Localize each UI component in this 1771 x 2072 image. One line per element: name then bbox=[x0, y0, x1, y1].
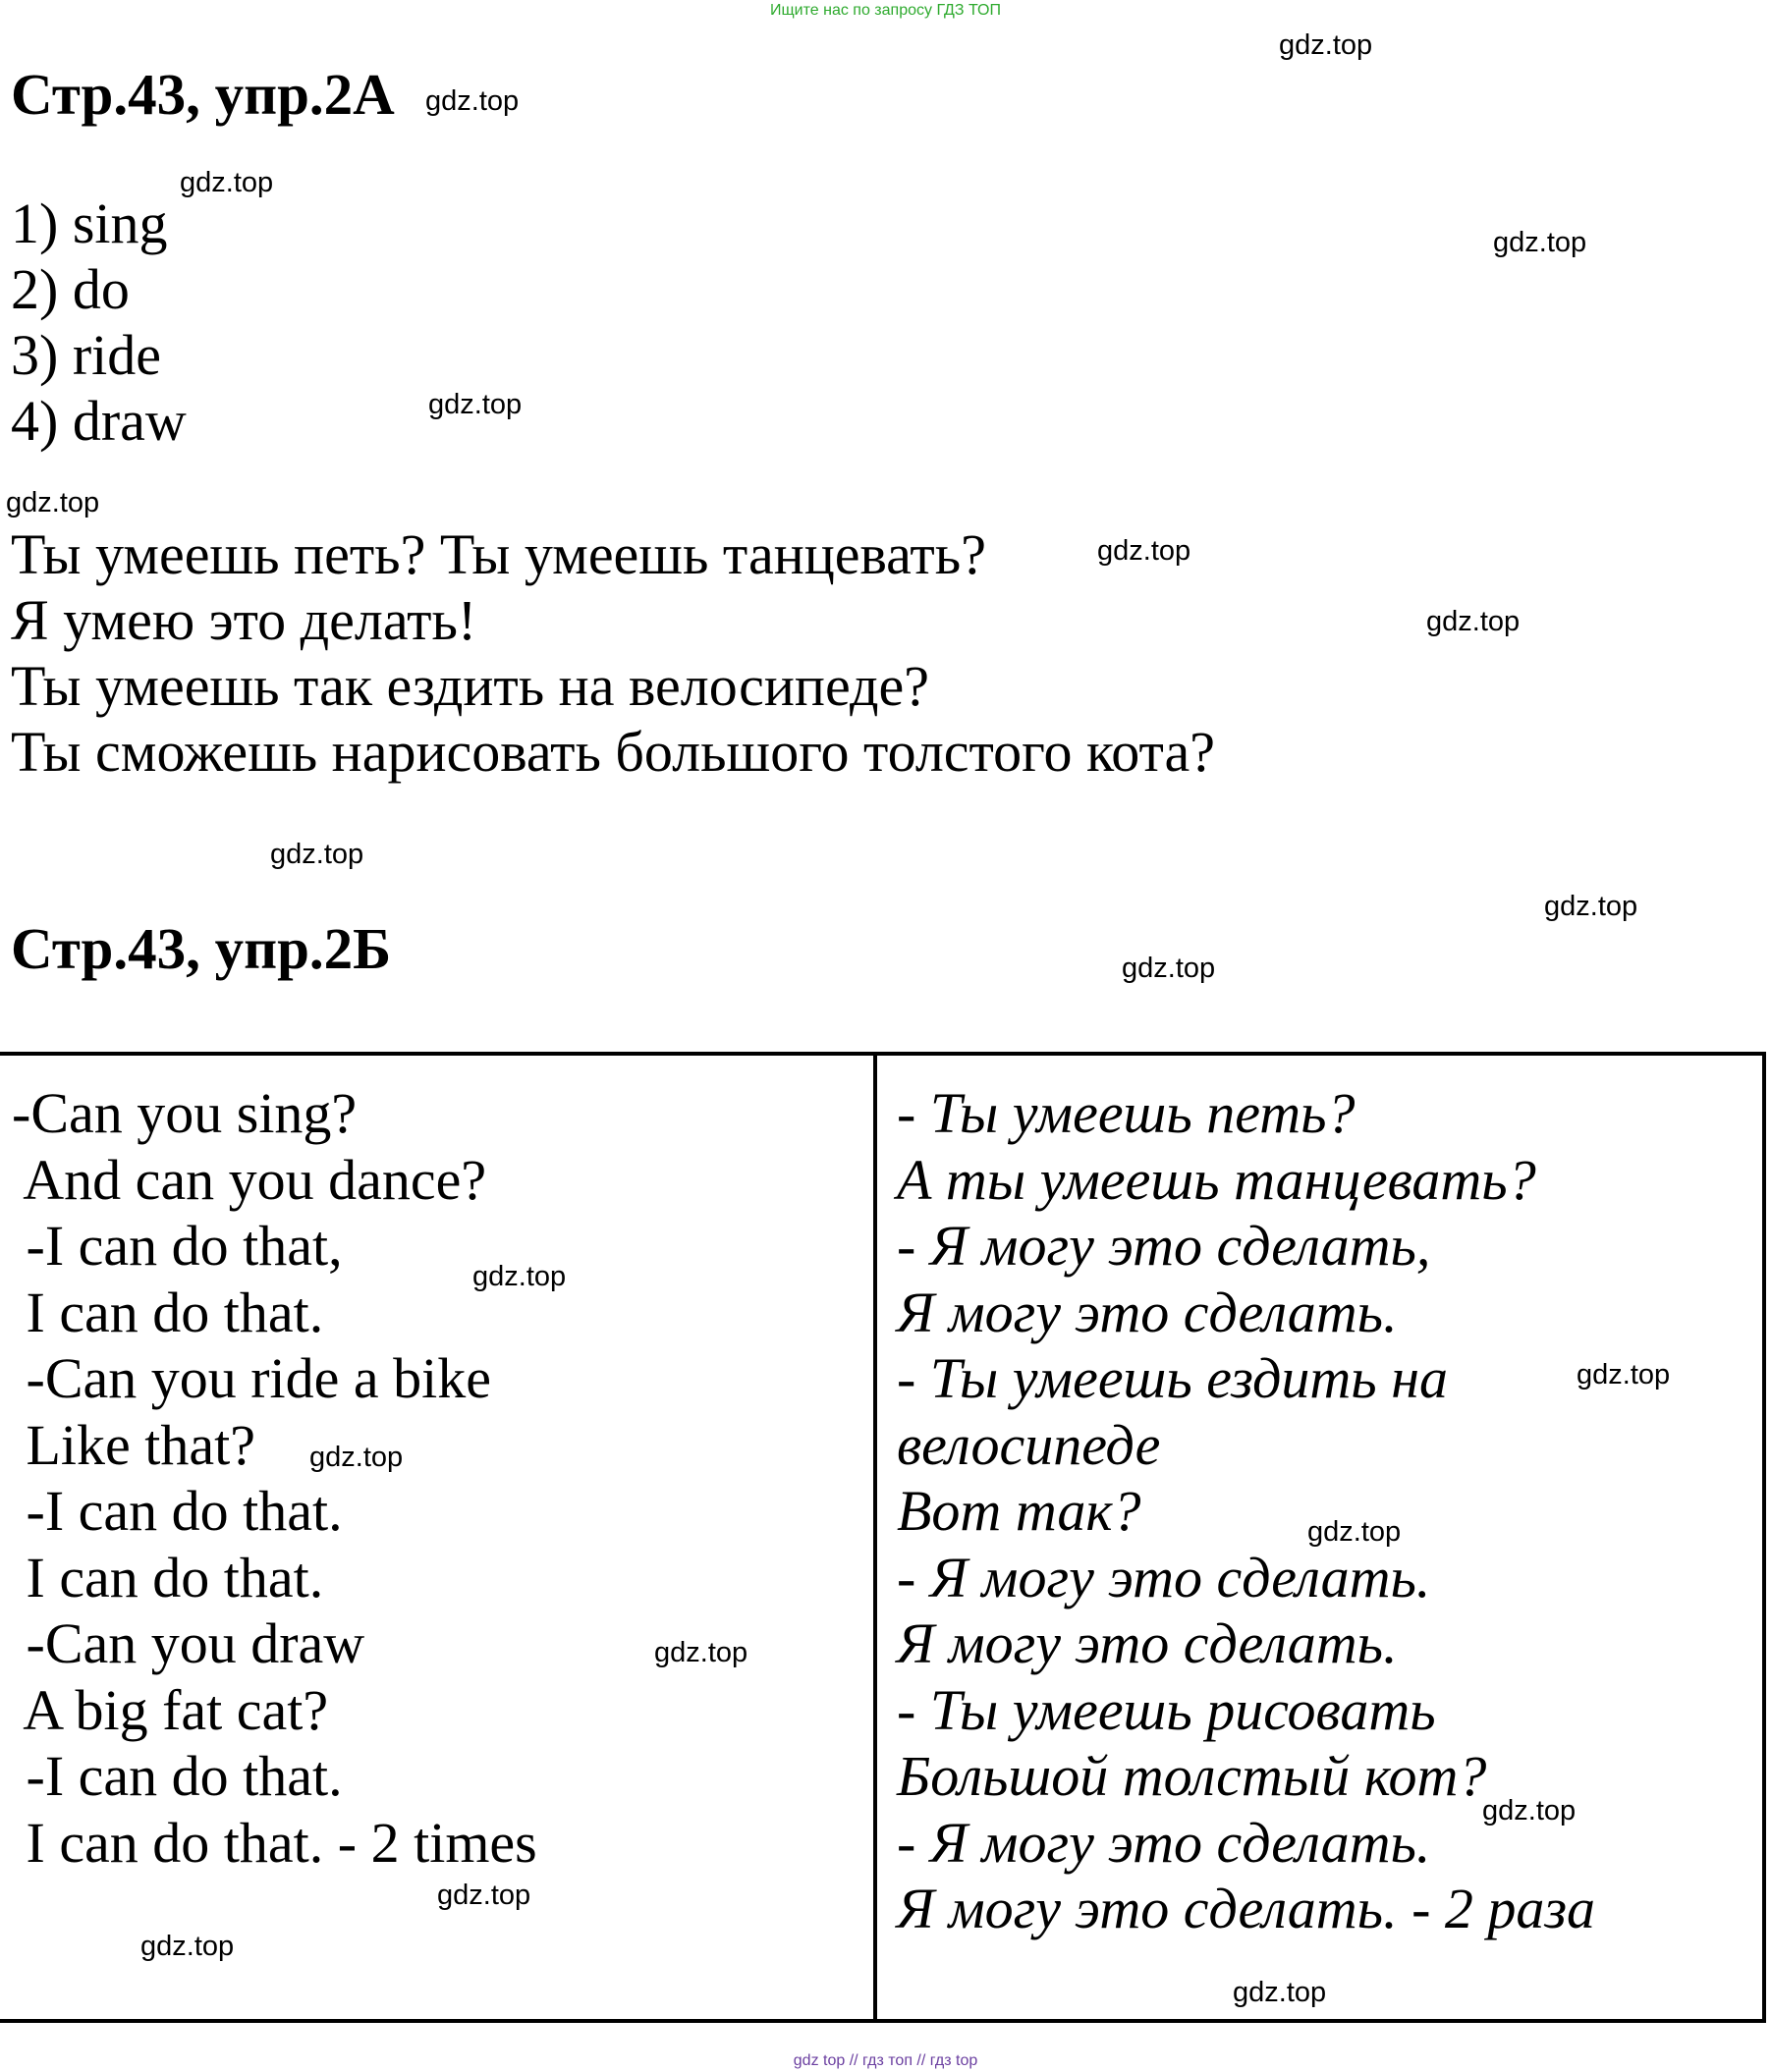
lyric-line: I can do that. bbox=[12, 1545, 324, 1609]
lyric-line: -I can do that. bbox=[12, 1744, 343, 1808]
english-lyrics-column bbox=[12, 1080, 537, 1876]
table-divider bbox=[873, 1056, 877, 2019]
lyric-line: Большой толстый кот? bbox=[897, 1744, 1487, 1808]
translation-line: Я умею это делать! bbox=[11, 588, 477, 652]
lyric-line: Вот так? bbox=[897, 1479, 1141, 1543]
list-item: 1) sing bbox=[11, 191, 168, 255]
lyric-line: Я могу это сделать. bbox=[897, 1280, 1398, 1344]
lyric-line: - Я могу это сделать, bbox=[897, 1214, 1431, 1278]
translation-line: Ты сможешь нарисовать большого толстого кота? bbox=[11, 720, 1215, 784]
lyric-line: - Я могу это сделать. bbox=[897, 1810, 1431, 1875]
watermark: gdz.top bbox=[1279, 29, 1373, 61]
lyric-line: I can do that. - 2 times bbox=[12, 1810, 537, 1875]
lyric-line: - Ты умеешь ездить на bbox=[897, 1346, 1448, 1410]
lyric-line: - Ты умеешь рисовать bbox=[897, 1677, 1436, 1742]
lyric-line: велосипеде bbox=[897, 1412, 1161, 1477]
watermark: gdz.top bbox=[1097, 535, 1191, 567]
translation-line: Ты умеешь так ездить на велосипеде? bbox=[11, 654, 929, 718]
section-b-title: Стр.43, упр.2Б bbox=[11, 916, 392, 981]
lyric-line: I can do that. bbox=[12, 1280, 324, 1344]
lyric-line: -I can do that. bbox=[12, 1479, 343, 1543]
section-a-list bbox=[11, 191, 187, 454]
translation-line: Ты умеешь петь? Ты умеешь танцевать? bbox=[11, 522, 986, 586]
lyric-line: Я могу это сделать. - 2 раза bbox=[897, 1877, 1596, 1940]
watermark: gdz.top bbox=[472, 1261, 567, 1292]
lyric-line: -I can do that, bbox=[12, 1214, 343, 1278]
list-item: 4) draw bbox=[11, 389, 187, 453]
lyric-line: - Ты умеешь петь? bbox=[897, 1081, 1356, 1145]
top-banner: Ищите нас по запросу ГДЗ ТОП bbox=[770, 2, 1001, 19]
section-a-title: Стр.43, упр.2А bbox=[11, 62, 395, 127]
watermark: gdz.top bbox=[6, 487, 100, 518]
watermark: gdz.top bbox=[1233, 1977, 1327, 2008]
lyric-line: А ты умеешь танцевать? bbox=[897, 1147, 1536, 1212]
lyric-line: -Can you sing? bbox=[12, 1081, 358, 1145]
lyric-line: A big fat cat? bbox=[12, 1677, 329, 1742]
watermark: gdz.top bbox=[1493, 227, 1587, 258]
section-a-translation bbox=[11, 521, 1215, 785]
watermark: gdz.top bbox=[180, 167, 274, 198]
watermark: gdz.top bbox=[425, 85, 520, 117]
watermark: gdz.top bbox=[1122, 953, 1216, 984]
list-item: 3) ride bbox=[11, 323, 161, 387]
lyric-line: Like that? bbox=[12, 1412, 256, 1477]
watermark: gdz.top bbox=[1307, 1516, 1402, 1548]
watermark: gdz.top bbox=[1426, 606, 1521, 637]
watermark: gdz.top bbox=[437, 1880, 531, 1911]
watermark: gdz.top bbox=[654, 1637, 748, 1668]
watermark: gdz.top bbox=[309, 1442, 404, 1473]
lyric-line: - Я могу это сделать. bbox=[897, 1545, 1431, 1609]
watermark: gdz.top bbox=[428, 389, 523, 420]
bottom-banner: gdz top // гдз топ // гдз top bbox=[793, 2052, 978, 2069]
watermark: gdz.top bbox=[1577, 1359, 1671, 1390]
watermark: gdz.top bbox=[270, 839, 364, 870]
watermark: gdz.top bbox=[1544, 891, 1638, 922]
watermark: gdz.top bbox=[1482, 1795, 1577, 1827]
lyric-line: -Can you ride a bike bbox=[12, 1346, 492, 1410]
list-item: 2) do bbox=[11, 257, 130, 321]
lyric-line: Я могу это сделать. bbox=[897, 1611, 1398, 1675]
lyric-line: -Can you draw bbox=[12, 1611, 365, 1675]
lyric-line: And can you dance? bbox=[12, 1147, 487, 1212]
watermark: gdz.top bbox=[140, 1931, 235, 1962]
